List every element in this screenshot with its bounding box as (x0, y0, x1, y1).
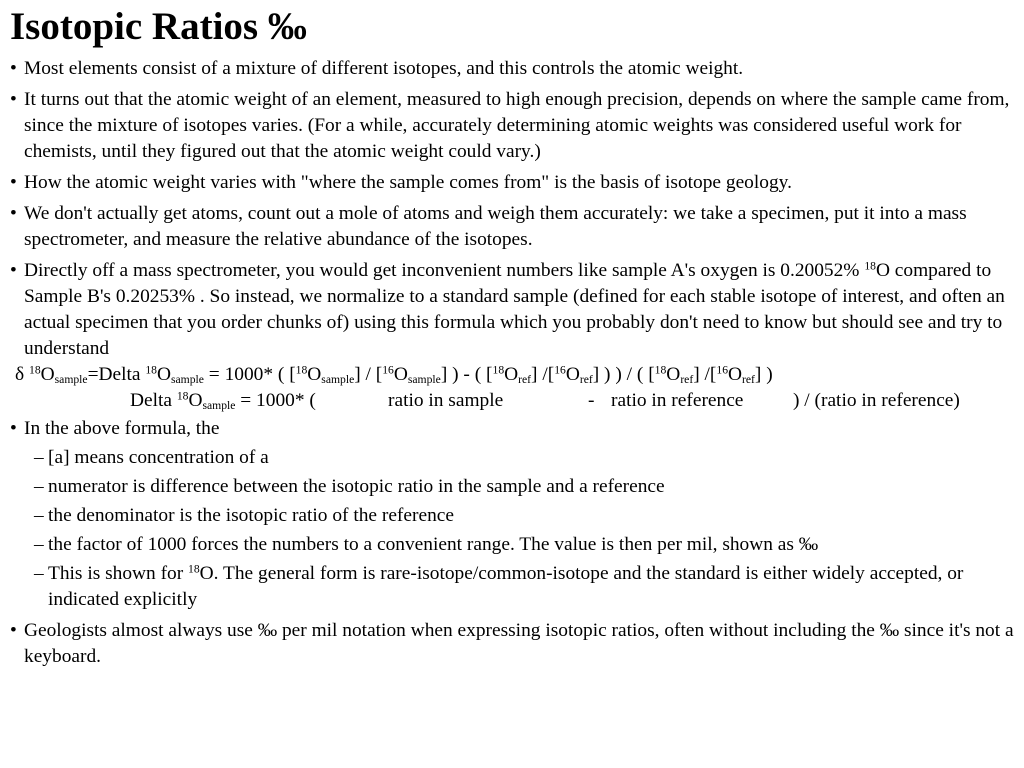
subscript: sample (407, 372, 441, 386)
sub-bullet-general-form (10, 561, 1018, 613)
bullet-text (24, 258, 1018, 362)
bullet-isotope-geology (10, 170, 1018, 196)
ratio-in-reference: ratio in reference (611, 390, 744, 411)
formula-text: ] /[ (531, 364, 555, 385)
formula-text: ] ) (754, 364, 773, 385)
dash-mark: – (34, 563, 44, 584)
bullet-per-mil (10, 618, 1018, 670)
mass-number: 18 (145, 363, 157, 377)
subscript: sample (54, 372, 88, 386)
normalize-text-b: O compared to Sample B's 0.20253% . So instead, we normalize to a standard sample (defined for each stable isotope of interest, and often an actual specimen that you order chunks of) using this formula which you probably don't need to know but should see and try to understand (24, 260, 1005, 359)
delta-formula (10, 362, 1018, 388)
element-symbol: O (40, 364, 55, 385)
mass-number: 18 (295, 363, 308, 377)
sub-bullet-text (48, 561, 1018, 613)
bullet-mark: • (10, 260, 17, 281)
sub-bullet-numerator (10, 474, 1018, 500)
isotope-superscript: 18 (864, 259, 876, 273)
general-form-text-a: This is shown for (48, 563, 189, 584)
subscript: ref (579, 372, 593, 386)
sub-bullet-text: [a] means concentration of a (48, 447, 269, 468)
general-form-text-b: O. The general form is rare-isotope/common-isotope and the standard is either widely accepted, or indicated explicitly (48, 563, 964, 610)
formula-text: ] /[ (693, 364, 717, 385)
formula-text: = 1000* ( (235, 390, 316, 411)
subscript: sample (202, 398, 236, 412)
formula-text: =Delta (87, 364, 146, 385)
formula-words-tail: ) / (ratio in reference) (793, 390, 960, 411)
dash-mark: – (34, 476, 44, 497)
mass-number: 18 (492, 363, 505, 377)
element-symbol: O (728, 364, 743, 385)
bullet-text: We don't actually get atoms, count out a mole of atoms and weigh them accurately: we take a specimen, put it into a mass spectrometer, and measure the relative abundance of the isotopes. (24, 203, 967, 250)
mass-number: 16 (382, 363, 394, 377)
subscript: ref (742, 372, 755, 386)
element-symbol: O (393, 364, 408, 385)
bullet-mark: • (10, 89, 17, 110)
mass-number: 18 (188, 562, 200, 576)
mass-number: 18 (654, 363, 667, 377)
sub-bullet-text: the factor of 1000 forces the numbers to a convenient range. The value is then per mil, shown as ‰ (48, 534, 819, 555)
dash-mark: – (34, 505, 44, 526)
delta-symbol: δ (15, 364, 25, 385)
bullet-text: Most elements consist of a mixture of different isotopes, and this controls the atomic weight. (24, 58, 744, 79)
bullet-normalize (10, 258, 1018, 362)
subscript: sample (171, 372, 204, 386)
bullet-mass-spectrometer (10, 201, 1018, 253)
formula-text: = 1000* ( [ (203, 364, 296, 385)
mass-number: 18 (176, 389, 189, 403)
bullet-formula-explained (10, 416, 1018, 442)
bullet-text: It turns out that the atomic weight of an element, measured to high enough precision, depends on where the sample came from, since the mixture of isotopes varies. (For a while, accurately determining atomic weights was considered useful work for chemists, until they figured out that the atomic weight could vary.) (24, 89, 1010, 162)
bullet-text: Geologists almost always use ‰ per mil notation when expressing isotopic ratios, often without including the ‰ since it's not a keyboard. (24, 620, 1014, 667)
subscript: ref (680, 372, 694, 386)
element-symbol: O (666, 364, 681, 385)
sub-bullet-concentration (10, 445, 1018, 471)
sub-bullet-factor (10, 532, 1018, 558)
mass-number: 16 (716, 363, 728, 377)
formula-text: ] / [ (354, 364, 383, 385)
sub-bullet-text: numerator is difference between the isotopic ratio in the sample and a reference (48, 476, 665, 497)
element-symbol: O (565, 364, 580, 385)
slide-title: Isotopic Ratios ‰ (10, 5, 307, 48)
subscript: sample (321, 372, 355, 386)
bullet-text: In the above formula, the (24, 418, 220, 439)
formula-text: Delta (130, 390, 177, 411)
dash-mark: – (34, 447, 44, 468)
bullet-text: How the atomic weight varies with "where the sample comes from" is the basis of isotope geology. (24, 172, 792, 193)
subscript: ref (518, 372, 532, 386)
element-symbol: O (188, 390, 203, 411)
bullet-atomic-weight (10, 56, 1018, 82)
bullet-mark: • (10, 58, 17, 79)
sub-bullet-text: the denominator is the isotopic ratio of the reference (48, 505, 454, 526)
formula-text: ] ) - ( [ (440, 364, 493, 385)
dash-mark: – (34, 534, 44, 555)
minus-sign: - (588, 390, 595, 411)
normalize-text-a: Directly off a mass spectrometer, you would get inconvenient numbers like sample A's oxygen is 0.20052% (24, 260, 860, 281)
element-symbol: O (504, 364, 519, 385)
element-symbol: O (156, 364, 171, 385)
sub-bullet-denominator (10, 503, 1018, 529)
delta-formula-words (10, 388, 1018, 416)
ratio-in-sample: ratio in sample (388, 390, 504, 411)
mass-number: 16 (554, 363, 566, 377)
formula-words-left (130, 388, 316, 414)
bullet-mark: • (10, 203, 17, 224)
formula-text: ] ) ) / ( [ (592, 364, 655, 385)
bullet-mark: • (10, 172, 17, 193)
bullet-mark: • (10, 418, 17, 439)
mass-number: 18 (29, 363, 41, 377)
element-symbol: O (307, 364, 322, 385)
slide-body (10, 56, 1018, 670)
bullet-precision (10, 87, 1018, 165)
bullet-mark: • (10, 620, 17, 641)
